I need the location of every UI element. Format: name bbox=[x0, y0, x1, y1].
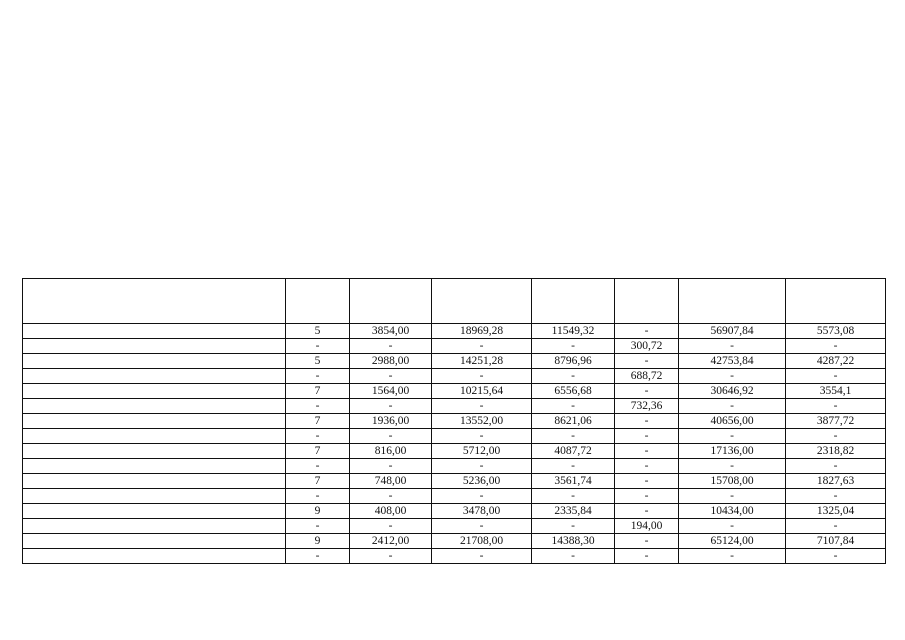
vpp-area-cell: - bbox=[615, 444, 679, 459]
total-area-cell: 5236,00 bbox=[432, 474, 532, 489]
apartment-area-cell: 11549,32 bbox=[532, 324, 615, 339]
built-area-cell: - bbox=[350, 429, 432, 444]
living-area-cell: 3877,72 bbox=[786, 414, 886, 429]
vpp-area-cell: - bbox=[615, 474, 679, 489]
total-area-cell: - bbox=[432, 519, 532, 534]
vpp-area-cell: - bbox=[615, 489, 679, 504]
vpp-area-cell: 194,00 bbox=[615, 519, 679, 534]
vpp-area-cell: - bbox=[615, 429, 679, 444]
built-area-cell: 1936,00 bbox=[350, 414, 432, 429]
object-name-cell bbox=[23, 414, 286, 429]
building-volume-cell: - bbox=[679, 429, 786, 444]
apartment-area-cell: 4087,72 bbox=[532, 444, 615, 459]
object-name-cell bbox=[23, 504, 286, 519]
apartment-area-cell: - bbox=[532, 489, 615, 504]
table-row bbox=[23, 504, 886, 519]
living-area-cell: 1325,04 bbox=[786, 504, 886, 519]
apartment-area-cell: - bbox=[532, 399, 615, 414]
building-volume-cell: - bbox=[679, 339, 786, 354]
table-row bbox=[23, 399, 886, 414]
living-area-cell: 2318,82 bbox=[786, 444, 886, 459]
built-area-cell: - bbox=[350, 519, 432, 534]
header-built-area bbox=[350, 279, 432, 324]
table-row bbox=[23, 474, 886, 489]
floors-cell: 7 bbox=[286, 384, 350, 399]
living-area-cell: - bbox=[786, 399, 886, 414]
total-area-cell: - bbox=[432, 369, 532, 384]
floors-cell: - bbox=[286, 429, 350, 444]
living-area-cell: 7107,84 bbox=[786, 534, 886, 549]
built-area-cell: - bbox=[350, 399, 432, 414]
living-area-cell: 5573,08 bbox=[786, 324, 886, 339]
living-area-cell: - bbox=[786, 489, 886, 504]
object-name-cell bbox=[23, 549, 286, 564]
built-area-cell: - bbox=[350, 369, 432, 384]
table-row bbox=[23, 519, 886, 534]
apartment-area-cell: - bbox=[532, 429, 615, 444]
object-name-cell bbox=[23, 519, 286, 534]
built-area-cell: 3854,00 bbox=[350, 324, 432, 339]
header-vpp-area bbox=[615, 279, 679, 324]
apartment-area-cell: 8621,06 bbox=[532, 414, 615, 429]
floors-cell: 7 bbox=[286, 414, 350, 429]
floors-cell: 9 bbox=[286, 534, 350, 549]
appendix-block bbox=[640, 52, 880, 66]
table-row bbox=[23, 444, 886, 459]
table-row bbox=[23, 489, 886, 504]
apartment-area-cell: - bbox=[532, 549, 615, 564]
object-name-cell bbox=[23, 489, 286, 504]
table-row bbox=[23, 549, 886, 564]
living-area-cell: - bbox=[786, 519, 886, 534]
total-area-cell: - bbox=[432, 429, 532, 444]
header-total-area bbox=[432, 279, 532, 324]
vpp-area-cell: 688,72 bbox=[615, 369, 679, 384]
vpp-area-cell: - bbox=[615, 504, 679, 519]
living-area-cell: 4287,22 bbox=[786, 354, 886, 369]
header-apartment-area bbox=[532, 279, 615, 324]
floors-cell: - bbox=[286, 549, 350, 564]
living-area-cell: - bbox=[786, 549, 886, 564]
apartment-area-cell: 2335,84 bbox=[532, 504, 615, 519]
table-row bbox=[23, 414, 886, 429]
object-name-cell bbox=[23, 444, 286, 459]
built-area-cell: - bbox=[350, 459, 432, 474]
total-area-cell: - bbox=[432, 549, 532, 564]
vpp-area-cell: - bbox=[615, 459, 679, 474]
built-area-cell: - bbox=[350, 549, 432, 564]
table-row bbox=[23, 429, 886, 444]
table-row bbox=[23, 534, 886, 549]
object-name-cell bbox=[23, 429, 286, 444]
floors-cell: 7 bbox=[286, 444, 350, 459]
apartment-area-cell: - bbox=[532, 519, 615, 534]
table-row bbox=[23, 459, 886, 474]
table-row bbox=[23, 339, 886, 354]
living-area-cell: 3554,1 bbox=[786, 384, 886, 399]
built-area-cell: - bbox=[350, 339, 432, 354]
building-volume-cell: - bbox=[679, 459, 786, 474]
vpp-area-cell: - bbox=[615, 549, 679, 564]
object-name-cell bbox=[23, 324, 286, 339]
apartment-area-cell: 3561,74 bbox=[532, 474, 615, 489]
apartment-area-cell: - bbox=[532, 339, 615, 354]
total-area-cell: 21708,00 bbox=[432, 534, 532, 549]
living-area-cell: - bbox=[786, 369, 886, 384]
total-area-cell: 14251,28 bbox=[432, 354, 532, 369]
apartment-area-cell: 14388,30 bbox=[532, 534, 615, 549]
object-name-cell bbox=[23, 369, 286, 384]
floors-cell: - bbox=[286, 519, 350, 534]
table-header bbox=[23, 279, 886, 324]
building-volume-cell: 56907,84 bbox=[679, 324, 786, 339]
vpp-area-cell: 732,36 bbox=[615, 399, 679, 414]
vpp-area-cell: - bbox=[615, 534, 679, 549]
object-name-cell bbox=[23, 384, 286, 399]
total-area-cell: - bbox=[432, 489, 532, 504]
living-area-cell: 1827,63 bbox=[786, 474, 886, 489]
built-area-cell: 2988,00 bbox=[350, 354, 432, 369]
object-name-cell bbox=[23, 339, 286, 354]
living-area-cell: - bbox=[786, 459, 886, 474]
apartment-area-cell: 6556,68 bbox=[532, 384, 615, 399]
apartment-area-cell: 8796,96 bbox=[532, 354, 615, 369]
built-area-cell: 2412,00 bbox=[350, 534, 432, 549]
total-area-cell: - bbox=[432, 399, 532, 414]
built-area-cell: 408,00 bbox=[350, 504, 432, 519]
table-row bbox=[23, 324, 886, 339]
building-volume-cell: - bbox=[679, 519, 786, 534]
object-name-cell bbox=[23, 459, 286, 474]
object-name-cell bbox=[23, 399, 286, 414]
total-area-cell: 5712,00 bbox=[432, 444, 532, 459]
building-volume-cell: - bbox=[679, 549, 786, 564]
building-volume-cell: 15708,00 bbox=[679, 474, 786, 489]
header-floors bbox=[286, 279, 350, 324]
object-name-cell bbox=[23, 534, 286, 549]
table-row bbox=[23, 354, 886, 369]
table-header-row bbox=[23, 279, 886, 324]
building-volume-cell: 30646,92 bbox=[679, 384, 786, 399]
table-row bbox=[23, 369, 886, 384]
total-area-cell: 10215,64 bbox=[432, 384, 532, 399]
vpp-area-cell: - bbox=[615, 384, 679, 399]
floors-cell: - bbox=[286, 399, 350, 414]
living-area-cell: - bbox=[786, 429, 886, 444]
floors-cell: 9 bbox=[286, 504, 350, 519]
total-area-cell: 18969,28 bbox=[432, 324, 532, 339]
vpp-area-cell: - bbox=[615, 324, 679, 339]
apartment-area-cell: - bbox=[532, 369, 615, 384]
floors-cell: - bbox=[286, 369, 350, 384]
vpp-area-cell: 300,72 bbox=[615, 339, 679, 354]
floors-cell: - bbox=[286, 489, 350, 504]
built-area-cell: 748,00 bbox=[350, 474, 432, 489]
total-area-cell: - bbox=[432, 339, 532, 354]
built-area-cell: 1564,00 bbox=[350, 384, 432, 399]
building-volume-cell: 65124,00 bbox=[679, 534, 786, 549]
floors-cell: 7 bbox=[286, 474, 350, 489]
total-area-cell: 3478,00 bbox=[432, 504, 532, 519]
built-area-cell: 816,00 bbox=[350, 444, 432, 459]
object-name-cell bbox=[23, 474, 286, 489]
vpp-area-cell: - bbox=[615, 414, 679, 429]
building-volume-cell: - bbox=[679, 399, 786, 414]
header-object-name bbox=[23, 279, 286, 324]
building-volume-cell: 42753,84 bbox=[679, 354, 786, 369]
floors-cell: - bbox=[286, 459, 350, 474]
vpp-area-cell: - bbox=[615, 354, 679, 369]
table-body bbox=[23, 324, 886, 564]
built-area-cell: - bbox=[350, 489, 432, 504]
floors-cell: 5 bbox=[286, 354, 350, 369]
total-area-cell: - bbox=[432, 459, 532, 474]
header-building-volume bbox=[679, 279, 786, 324]
floors-cell: - bbox=[286, 339, 350, 354]
building-volume-cell: - bbox=[679, 489, 786, 504]
parameters-table bbox=[22, 278, 886, 564]
apartment-area-cell: - bbox=[532, 459, 615, 474]
building-volume-cell: 10434,00 bbox=[679, 504, 786, 519]
living-area-cell: - bbox=[786, 339, 886, 354]
total-area-cell: 13552,00 bbox=[432, 414, 532, 429]
building-volume-cell: - bbox=[679, 369, 786, 384]
floors-cell: 5 bbox=[286, 324, 350, 339]
table-row bbox=[23, 384, 886, 399]
header-living-area bbox=[786, 279, 886, 324]
object-name-cell bbox=[23, 354, 286, 369]
building-volume-cell: 40656,00 bbox=[679, 414, 786, 429]
building-volume-cell: 17136,00 bbox=[679, 444, 786, 459]
